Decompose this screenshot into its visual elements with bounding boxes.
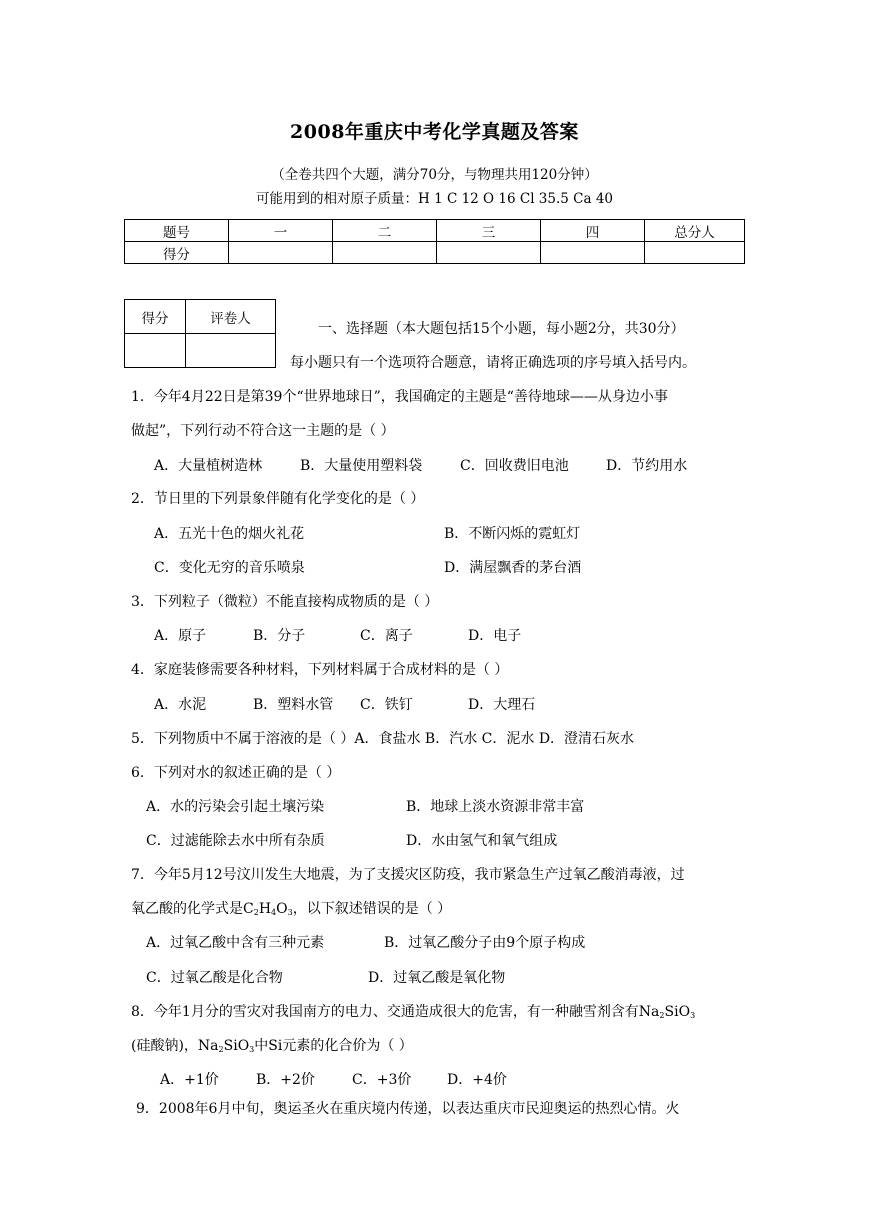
grader-score-cell[interactable] [125, 334, 186, 368]
q8-formula-sub: 2 [659, 1011, 665, 1020]
q3-option-b: B．分子 [253, 628, 306, 644]
grader-score-header: 得分 [125, 300, 186, 334]
q4-option-c: C．铁钉 [360, 697, 413, 713]
q7-formula-o: O [276, 901, 288, 917]
score-header: 二 [333, 220, 437, 242]
q1-stem-line2: 做起”，下列行动不符合这一主题的是（ ） [131, 423, 395, 439]
q7-text-pre: 氧乙酸的化学式是C [131, 901, 254, 917]
q7-text-post: ，以下叙述错误的是（ ） [292, 901, 452, 917]
q8-option-a: A．+1价 [160, 1072, 219, 1088]
grader-table [124, 299, 276, 368]
score-table [124, 219, 745, 264]
q6-option-b: B．地球上淡水资源非常丰富 [406, 799, 585, 815]
q7-formula-h: H [258, 901, 272, 917]
q5-stem: 5．下列物质中不属于溶液的是（ ）A．食盐水 B．汽水 C．泥水 D．澄清石灰水 [131, 731, 635, 747]
q4-stem: 4．家庭装修需要各种材料，下列材料属于合成材料的是（ ） [131, 662, 509, 678]
q8-stem-line2 [131, 1036, 413, 1060]
section-instruction: 每小题只有一个选项符合题意，请将正确选项的序号填入括号内。 [290, 355, 696, 371]
score-header: 三 [437, 220, 541, 242]
q6-option-c: C．过滤能除去水中所有杂质 [146, 833, 325, 849]
q8-formula-sub: 3 [690, 1011, 696, 1020]
q3-option-c: C．离子 [360, 628, 413, 644]
q7-option-a: A．过氧乙酸中含有三种元素 [146, 935, 325, 951]
q8-text-c: 中Si元素的化合价为（ ） [254, 1038, 413, 1054]
q8-text-pre: 8．今年1月分的雪灾对我国南方的电力、交通造成很大的危害，有一种融雪剂含有Na [131, 1004, 660, 1020]
q6-option-d: D．水由氢气和氧气组成 [406, 833, 558, 849]
q6-stem: 6．下列对水的叙述正确的是（ ） [131, 765, 341, 781]
q8-text-b: SiO [223, 1038, 250, 1054]
q7-formula-sub: 4 [271, 908, 277, 917]
q7-formula-sub: 2 [253, 908, 259, 917]
q1-option-a: A．大量植树造林 [154, 458, 263, 474]
page-title: 2008年重庆中考化学真题及答案 [290, 121, 579, 143]
q2-stem: 2．节日里的下列景象伴随有化学变化的是（ ） [131, 491, 425, 507]
q8-formula-sub: 3 [249, 1045, 255, 1054]
score-cell[interactable] [645, 242, 745, 264]
score-row-label: 得分 [125, 242, 229, 264]
score-header: 题号 [125, 220, 229, 242]
q7-option-d: D．过氧乙酸是氧化物 [368, 970, 506, 986]
q4-option-a: A．水泥 [154, 697, 207, 713]
q8-formula-sub: 2 [218, 1045, 224, 1054]
q1-option-d: D．节约用水 [606, 458, 688, 474]
q1-option-c: C．回收费旧电池 [460, 458, 569, 474]
score-header: 四 [541, 220, 645, 242]
q4-option-d: D．大理石 [468, 697, 536, 713]
q7-stem-line2 [131, 899, 451, 923]
q9-stem-line1: 9．2008年6月中旬，奥运圣火在重庆境内传递，以表达重庆市民迎奥运的热烈心情。火 [136, 1101, 680, 1117]
q8-stem-line1 [131, 1002, 695, 1026]
q6-option-a: A．水的污染会引起土壤污染 [146, 799, 325, 815]
q2-option-d: D．满屋飘香的茅台酒 [444, 560, 582, 576]
score-header: 一 [229, 220, 333, 242]
score-cell[interactable] [541, 242, 645, 264]
grader-name-cell[interactable] [186, 334, 276, 368]
q1-stem-line1: 1．今年4月22日是第39个“世界地球日”，我国确定的主题是“善待地球——从身边小事 [131, 389, 668, 405]
score-cell[interactable] [333, 242, 437, 264]
q2-option-b: B．不断闪烁的霓虹灯 [444, 526, 581, 542]
q2-option-c: C．变化无穷的音乐喷泉 [154, 560, 305, 576]
section-heading: 一、选择题（本大题包括15个小题，每小题2分，共30分） [318, 321, 685, 337]
q2-option-a: A．五光十色的烟火礼花 [154, 526, 305, 542]
q7-option-c: C．过氧乙酸是化合物 [146, 970, 283, 986]
q7-stem-line1: 7．今年5月12号汶川发生大地震，为了支援灾区防疫，我市紧急生产过氧乙酸消毒液，过 [131, 867, 685, 883]
q4-option-b: B．塑料水管 [253, 697, 334, 713]
q8-option-c: C．+3价 [352, 1072, 412, 1088]
q1-option-b: B．大量使用塑料袋 [300, 458, 423, 474]
q3-stem: 3．下列粒子（微粒）不能直接构成物质的是（ ） [131, 594, 439, 610]
q8-formula-sio: SiO [664, 1004, 691, 1020]
exam-info: （全卷共四个大题，满分70分，与物理共用120分钟） [271, 167, 598, 183]
q7-formula-sub: 3 [287, 908, 293, 917]
q8-option-d: D．+4价 [447, 1072, 507, 1088]
score-cell[interactable] [229, 242, 333, 264]
q8-option-b: B．+2价 [256, 1072, 315, 1088]
q8-text-a: (硅酸钠)，Na [131, 1038, 219, 1054]
q7-option-b: B．过氧乙酸分子由9个原子构成 [384, 935, 586, 951]
q3-option-d: D．电子 [468, 628, 522, 644]
score-cell[interactable] [437, 242, 541, 264]
grader-name-header: 评卷人 [186, 300, 276, 334]
q3-option-a: A．原子 [154, 628, 207, 644]
atomic-masses: 可能用到的相对原子质量：H 1 C 12 O 16 Cl 35.5 Ca 40 [256, 191, 613, 207]
score-header: 总分人 [645, 220, 745, 242]
